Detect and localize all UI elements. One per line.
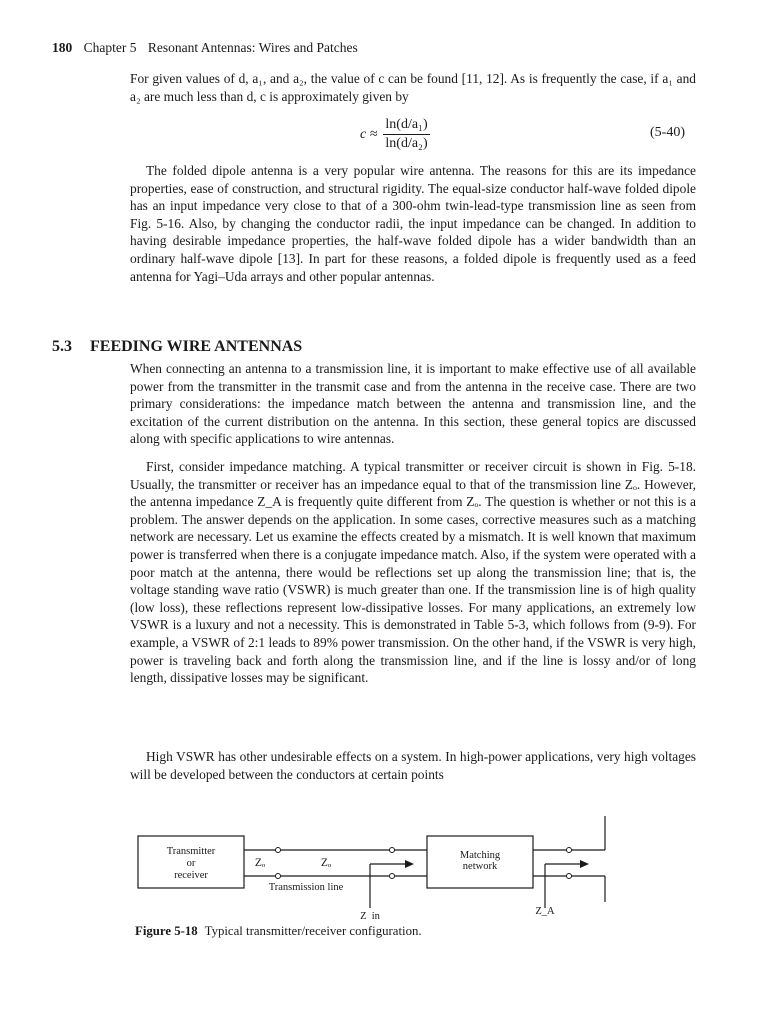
equation-denominator: ln(d/a₂) xyxy=(385,136,428,151)
chapter-title: Resonant Antennas: Wires and Patches xyxy=(147,40,358,55)
caption-text: Typical transmitter/receiver configuration. xyxy=(204,924,422,938)
caption-label: Figure 5-18 xyxy=(135,924,198,938)
equation-5-40 xyxy=(360,117,430,152)
paragraph-feeding-intro: When connecting an antenna to a transmission line, it is important to make effective use of all available power from the transmitter in the transmit case and from the antenna in the receive case. There are two primary considerations: the impedance match between the antenna and transmission line, and the excitation of the current distribution on the antenna. In this section, these general topics are discussed along with specific applications to wire antennas. xyxy=(130,361,696,447)
zin-label: Z_in xyxy=(360,911,380,920)
section-heading xyxy=(52,338,302,356)
figure-caption xyxy=(135,924,422,939)
paragraph-intro: For given values of d, a₁, and a₂, the value of c can be found [11, 12]. As is frequently the case, if a₁ and a₂ are much less than d, c is approximately given by xyxy=(130,71,696,104)
equation-numerator: ln(d/a₁) xyxy=(383,117,429,135)
transmitter-label-1: Transmitter xyxy=(166,846,216,857)
page-header xyxy=(52,40,712,56)
figure-5-18-diagram xyxy=(130,808,630,920)
matching-label-1: Matching xyxy=(459,850,501,861)
matching-label-2: network xyxy=(462,861,498,872)
transmitter-label-2: or xyxy=(186,858,196,869)
paragraph-high-vswr: High VSWR has other undesirable effects on a system. In high-power applications, very high voltages will be developed between the conductors at certain points xyxy=(130,749,696,782)
paragraph-impedance-matching: First, consider impedance matching. A typical transmitter or receiver circuit is shown in Fig. 5-18. Usually, the transmitter or receiver has an impedance equal to that of the transmission line Zₒ. However, the antenna impedance Z_A is frequently quite different from Zₒ. The question is whether or not this is a problem. The answer depends on the application. In some cases, corrective measures such as a matching network are necessary. Let us examine the effects created by a mismatch. It is well known that maximum power is transferred when there is a conjugate impedance match. Also, if the system were operated with a poor match at the antenna, there would be reflections set up along the transmission line; that is, the voltage standing wave ratio (VSWR) is much greater than one. If the transmission line is of high quality (low loss), these reflections represent low-dissipative losses. For many applications, an extremely low VSWR is a luxury and not a necessity. This is demonstrated in Table 5-3, which follows from (9-9). For example, a VSWR of 2:1 leads to 89% power transmission. On the other hand, if the VSWR is very high, power is traveling back and forth along the transmission line, and if the line is lossy and/or of long length, dissipative losses may be significant. xyxy=(130,459,696,686)
transmission-line-label: Transmission line xyxy=(268,882,344,893)
section-number: 5.3 xyxy=(52,338,72,355)
za-label: Z_A xyxy=(535,906,555,917)
page-number: 180 xyxy=(52,40,73,55)
section-title: FEEDING WIRE ANTENNAS xyxy=(90,338,303,355)
z0-left-label: Zₒ xyxy=(254,857,266,869)
equation-number: (5-40) xyxy=(650,125,685,140)
chapter-label: Chapter 5 xyxy=(83,40,137,55)
paragraph-folded-dipole: The folded dipole antenna is a very popular wire antenna. The reasons for this are its impedance properties, ease of construction, and structural rigidity. The equal-size conductor half-wave folded dipole has an input impedance very close to that of a 300-ohm twin-lead-type transmission line as seen from Fig. 5-16. Also, by changing the conductor radii, the input impedance can be changed. In addition to having desirable impedance properties, the half-wave folded dipole has a wider bandwidth than an ordinary half-wave dipole [13]. In part for these reasons, a folded dipole is frequently used as a feed antenna for Yagi–Uda arrays and other popular antennas. xyxy=(130,163,696,284)
equation-fraction xyxy=(383,117,429,152)
z0-right-label: Zₒ xyxy=(320,857,332,869)
equation-lhs: c ≈ xyxy=(360,126,378,142)
transmitter-label-3: receiver xyxy=(174,870,208,881)
